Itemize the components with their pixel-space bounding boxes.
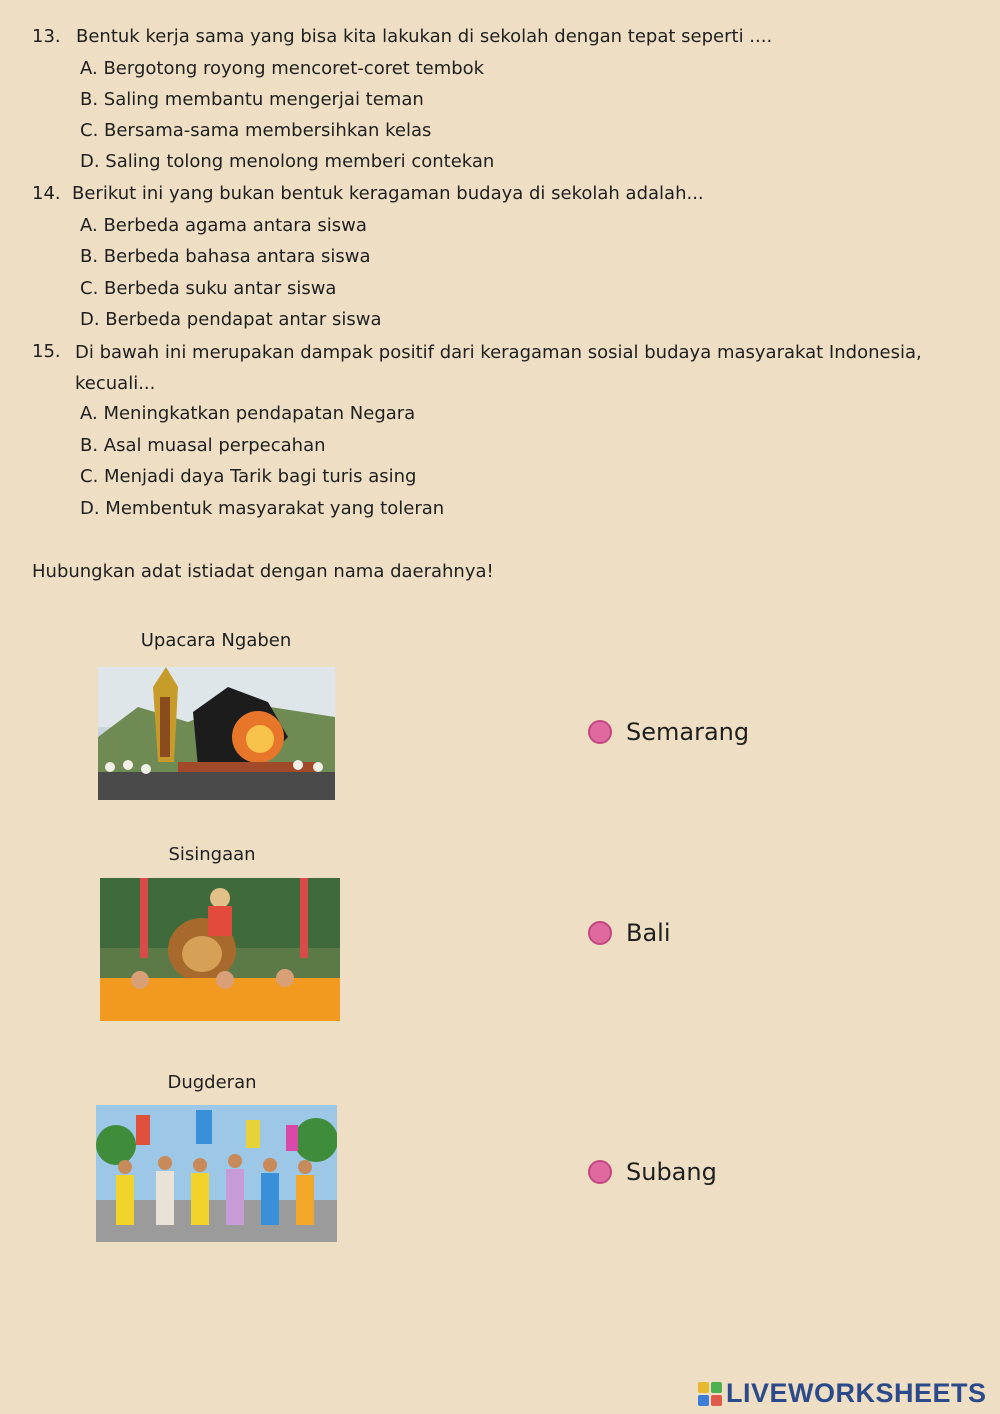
option-15d[interactable]: D. Membentuk masyarakat yang toleran	[80, 498, 445, 519]
option-14c[interactable]: C. Berbeda suku antar siswa	[80, 278, 337, 299]
option-14b[interactable]: B. Berbeda bahasa antara siswa	[80, 246, 371, 267]
match-dot[interactable]	[588, 921, 612, 945]
question-stem: Berikut ini yang bukan bentuk keragaman budaya di sekolah adalah...	[72, 183, 704, 204]
option-15c[interactable]: C. Menjadi daya Tarik bagi turis asing	[80, 466, 417, 487]
caption-dugderan: Dugderan	[167, 1072, 257, 1093]
option-13b[interactable]: B. Saling membantu mengerjai teman	[80, 89, 424, 110]
question-stem: Bentuk kerja sama yang bisa kita lakukan di sekolah dengan tepat seperti ....	[76, 26, 773, 47]
liveworksheets-logo	[698, 1378, 987, 1409]
option-14d[interactable]: D. Berbeda pendapat antar siswa	[80, 309, 382, 330]
question-stem: Di bawah ini merupakan dampak positif dari keragaman sosial budaya masyarakat Indonesia, kecuali...	[75, 342, 922, 394]
option-13d[interactable]: D. Saling tolong menolong memberi contekan	[80, 151, 495, 172]
option-15b[interactable]: B. Asal muasal perpecahan	[80, 435, 326, 456]
logo-text: LIVEWORKSHEETS	[726, 1378, 987, 1408]
option-15a[interactable]: A. Meningkatkan pendapatan Negara	[80, 403, 416, 424]
sisingaan-photo[interactable]	[100, 878, 340, 1021]
question-number: 14.	[32, 183, 61, 204]
option-13a[interactable]: A. Bergotong royong mencoret-coret tembok	[80, 58, 485, 79]
match-dot[interactable]	[588, 1160, 612, 1184]
target-subang[interactable]	[588, 1158, 717, 1186]
dugderan-photo[interactable]	[96, 1105, 337, 1242]
match-dot[interactable]	[588, 720, 612, 744]
target-semarang[interactable]	[588, 718, 749, 746]
target-bali[interactable]	[588, 919, 671, 947]
matching-instruction: Hubungkan adat istiadat dengan nama daerahnya!	[32, 561, 494, 582]
logo-icon	[698, 1382, 722, 1406]
target-label: Subang	[626, 1158, 717, 1186]
option-14a[interactable]: A. Berbeda agama antara siswa	[80, 215, 367, 236]
caption-sisingaan: Sisingaan	[168, 844, 256, 865]
target-label: Semarang	[626, 718, 750, 746]
caption-ngaben: Upacara Ngaben	[140, 630, 292, 651]
question-number: 15.	[32, 341, 61, 362]
option-13c[interactable]: C. Bersama-sama membersihkan kelas	[80, 120, 432, 141]
question-number: 13.	[32, 26, 61, 47]
ngaben-photo[interactable]	[98, 667, 335, 800]
target-label: Bali	[626, 919, 671, 947]
